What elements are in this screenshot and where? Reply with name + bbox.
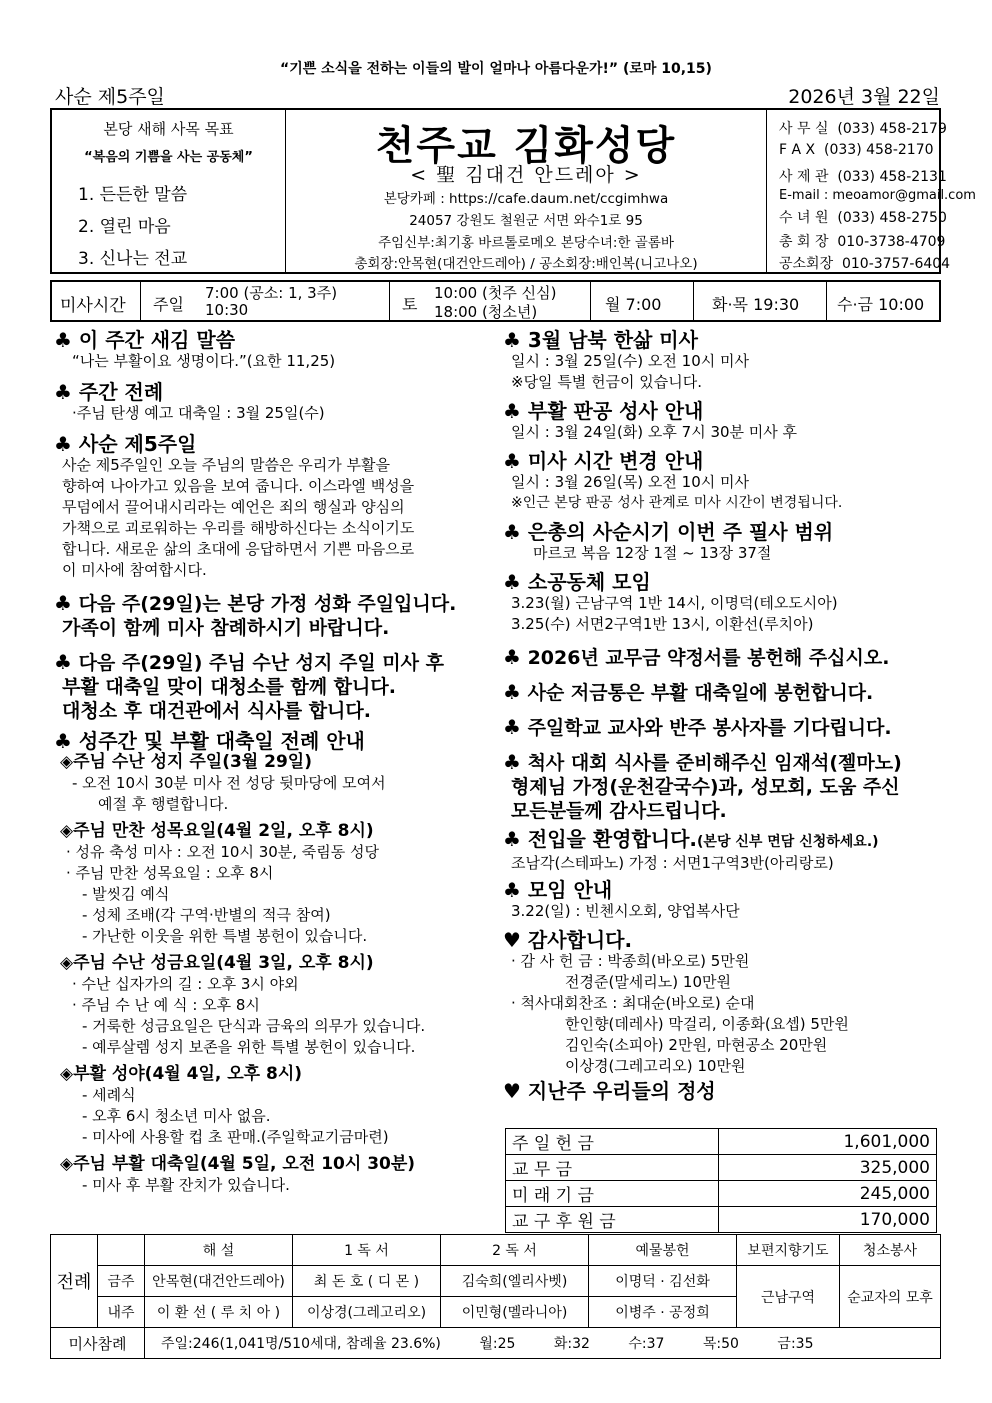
thu-sub-line: - 발씻김 예식 <box>82 885 170 903</box>
reflection-line: 향하여 나아가고 있음을 보여 줍니다. 이스라엘 백성을 <box>62 477 415 495</box>
section-korea-mass <box>503 330 941 351</box>
section-weekly-liturgy <box>54 382 499 403</box>
notice-line: 다음 주(29일)는 본당 가정 성화 주일입니다. <box>78 593 457 615</box>
section-time-change <box>503 451 941 472</box>
section-welcome <box>503 829 941 853</box>
mass-schedule <box>50 280 941 322</box>
notice-line: 척사 대회 식사를 준비해주신 임재석(젤마노) <box>527 752 902 774</box>
fri-sub-line: - 예루살렘 성지 보존을 위한 특별 봉헌이 있습니다. <box>82 1038 416 1056</box>
easter-vigil-title: ◈부활 성야(4월 4일, 오후 8시) <box>60 1064 303 1084</box>
palm-line: - 오전 10시 30분 미사 전 성당 뒷마당에 모여서 <box>72 774 386 792</box>
sunday-time-2: 10:30 <box>205 301 249 319</box>
attendance-monday: 월:25 <box>479 1336 516 1352</box>
club-icon: ♣ <box>503 645 521 669</box>
notice-text: 사순 저금통은 부활 대축일에 봉헌합니다. <box>527 682 874 704</box>
community-line: 3.23(월) 근남구역 1반 14시, 이명덕(테오도시아) <box>511 594 838 612</box>
church-info <box>286 110 766 272</box>
section-title: 소공동체 모임 <box>527 570 651 594</box>
contact-email[interactable]: E-mail : meoamor@gmail.com <box>779 188 976 203</box>
saturday-mass <box>389 282 590 320</box>
thanks-line: 김인숙(소피아) 2만원, 마현공소 20만원 <box>565 1036 828 1054</box>
vigil-sub-line: - 미사에 사용할 컵 초 판매.(주일학교기금마련) <box>82 1128 389 1146</box>
thanks-line: · 척사대회찬조 : 최대순(바오로) 순대 <box>511 994 755 1012</box>
club-icon: ♣ <box>503 878 521 902</box>
club-icon: ♣ <box>503 399 521 423</box>
notice-line: 형제님 가정(운천갈국수)과, 성모회, 도움 주신 <box>511 776 900 798</box>
contact-fax: F A X (033) 458-2170 <box>779 142 934 158</box>
club-icon: ♣ <box>54 328 72 352</box>
club-icon: ♣ <box>54 380 72 404</box>
thu-sub-line: - 성체 조배(각 구역·반별의 적극 참여) <box>82 906 331 924</box>
contact-mission-president: 공소회장 010-3757-6404 <box>779 256 951 272</box>
offering-label: 주 일 헌 금 <box>506 1129 719 1155</box>
vigil-sub-line: - 오후 6시 청소년 미사 없음. <box>82 1107 271 1125</box>
club-icon: ♣ <box>503 827 521 851</box>
reflection-line: 무덤에서 끌어내시리라는 예언은 죄의 행실과 양심의 <box>62 498 405 516</box>
offerings-table <box>505 1128 937 1233</box>
section-title: 부활 판공 성사 안내 <box>527 399 704 423</box>
sunday-label: 주일 <box>153 295 184 314</box>
notice-text: 2026년 교무금 약정서를 봉헌해 주십시오. <box>527 647 890 669</box>
top-quote: “기쁜 소식을 전하는 이들의 발이 얼마나 아름다운가!” (로마 10,15) <box>280 61 712 77</box>
prayer-cell: 근남구역 <box>737 1266 840 1328</box>
section-note: (본당 신부 면담 신청하세요.) <box>697 834 879 850</box>
table-row <box>506 1129 937 1155</box>
fri-sub-line: - 거룩한 성금요일은 단식과 금육의 의무가 있습니다. <box>82 1017 426 1035</box>
thanks-line: 이상경(그레고리오) 10만원 <box>565 1057 746 1075</box>
liturgy-label: 전례 <box>51 1235 98 1328</box>
issue-date: 2026년 3월 22일 <box>788 86 940 108</box>
club-icon: ♣ <box>503 750 521 774</box>
row-label: 금주 <box>98 1266 145 1297</box>
offering-value: 245,000 <box>719 1181 937 1207</box>
section-family-sunday <box>54 591 499 640</box>
bulletin-header <box>50 108 976 274</box>
tue-thu-mass <box>693 282 827 320</box>
notice-line: 가족이 함께 미사 참례하시기 바랍니다. <box>62 617 390 639</box>
table-row <box>51 1266 941 1297</box>
section-title: 모임 안내 <box>527 878 613 902</box>
section-meetings <box>503 880 941 901</box>
church-patron: < 聖 김대건 안드레아 > <box>410 164 642 186</box>
notice-volunteers <box>503 715 941 740</box>
left-column <box>54 326 499 1196</box>
offering-label: 교 구 후 원 금 <box>506 1207 719 1233</box>
goals-title: 본당 새해 사목 목표 <box>103 120 234 138</box>
club-icon: ♣ <box>54 591 72 615</box>
contact-office: 사 무 실 (033) 458-2179 <box>779 121 947 137</box>
club-icon: ♣ <box>54 650 72 674</box>
reflection-line: 이 미사에 참여합시다. <box>62 561 207 579</box>
club-icon: ♣ <box>503 449 521 473</box>
section-title: 3월 남북 한삶 미사 <box>527 328 698 352</box>
table-row <box>506 1181 937 1207</box>
table-cell: 이 환 선 ( 루 치 아 ) <box>145 1297 293 1328</box>
tue-thu-time: 화·목 19:30 <box>712 295 800 314</box>
offering-label: 교 무 금 <box>506 1155 719 1181</box>
saturday-time-2: 18:00 (청소년) <box>434 303 538 321</box>
community-line: 3.25(수) 서면2구역1반 13시, 이환선(루치아) <box>511 615 814 633</box>
club-icon: ♣ <box>503 715 521 739</box>
monday-time: 월 7:00 <box>605 295 662 314</box>
offering-value: 325,000 <box>719 1155 937 1181</box>
section-title: 주간 전례 <box>78 380 164 404</box>
pastoral-goals <box>52 110 286 272</box>
church-clergy: 주임신부:최기홍 바르톨로메오 본당수녀:한 골롬바 <box>378 235 674 251</box>
saturday-time-1: 10:00 (첫주 신심) <box>434 284 557 302</box>
transcription-line: 마르코 복음 12장 1절 ~ 13장 37절 <box>533 544 772 562</box>
table-cell: 안목현(대건안드레아) <box>145 1266 293 1297</box>
time-change-line: ※인근 본당 판공 성사 관계로 미사 시간이 변경됩니다. <box>511 495 843 511</box>
section-title: 감사합니다. <box>527 928 633 952</box>
thu-line: · 주님 만찬 성목요일 : 오후 8시 <box>66 864 274 882</box>
section-thanks <box>503 930 941 951</box>
section-title: 이 주간 새김 말씀 <box>78 328 236 352</box>
wed-fri-time: 수·금 10:00 <box>837 295 925 314</box>
liturgy-roster-table <box>50 1234 941 1359</box>
mass-label: 미사시간 <box>60 296 126 316</box>
table-row <box>51 1235 941 1266</box>
table-cell: 이병주 · 공정희 <box>589 1297 737 1328</box>
section-transcription <box>503 522 941 543</box>
notice-lent-box <box>503 680 941 705</box>
club-icon: ♣ <box>503 520 521 544</box>
column-header: 보편지향기도 <box>737 1235 840 1266</box>
heart-icon: ♥ <box>503 1079 521 1103</box>
section-title: 성주간 및 부활 대축일 전례 안내 <box>78 729 365 753</box>
section-small-community <box>503 572 941 593</box>
section-title: 사순 제5주일 <box>78 432 197 456</box>
table-row <box>506 1155 937 1181</box>
fri-line: · 수난 십자가의 길 : 오후 3시 야외 <box>72 975 299 993</box>
row-label: 내주 <box>98 1297 145 1328</box>
contact-president: 총 회 장 010-3738-4709 <box>779 234 946 250</box>
cafe-link[interactable]: 본당카페 : https://cafe.daum.net/ccgimhwa <box>383 191 669 207</box>
notice-line: 다음 주(29일) 주님 수난 성지 주일 미사 후 <box>78 652 444 674</box>
club-icon: ♣ <box>503 680 521 704</box>
reflection-line: 가책으로 괴로워하는 우리를 해방하신다는 소식이기도 <box>62 519 415 537</box>
church-address: 24057 강원도 철원군 서면 와수1로 95 <box>409 213 643 229</box>
contact-rectory: 사 제 관 (033) 458-2131 <box>779 169 947 185</box>
korea-mass-line: 일시 : 3월 25일(수) 오전 10시 미사 <box>511 352 749 370</box>
right-column <box>503 326 941 1102</box>
notice-line: 모든분들께 감사드립니다. <box>511 800 727 822</box>
goal-item: 3. 신나는 전교 <box>78 249 188 269</box>
section-confession <box>503 401 941 422</box>
fri-line: · 주님 수 난 예 식 : 오후 8시 <box>72 996 260 1014</box>
section-title: 전입을 환영합니다. <box>527 827 698 851</box>
welcome-line: 조남각(스테파노) 가정 : 서면1구역3반(아리랑로) <box>511 854 834 872</box>
section-title: 지난주 우리들의 정성 <box>527 1079 716 1103</box>
goal-item: 1. 든든한 말씀 <box>78 185 188 205</box>
section-title: 미사 시간 변경 안내 <box>527 449 704 473</box>
heart-icon: ♥ <box>503 928 521 952</box>
section-sunday-reflection <box>54 434 499 455</box>
club-icon: ♣ <box>503 570 521 594</box>
confession-line: 일시 : 3월 24일(화) 오후 7시 30분 미사 후 <box>511 423 798 441</box>
easter-sunday-title: ◈주님 부활 대축일(4월 5일, 오전 10시 30분) <box>60 1154 416 1174</box>
column-header: 2 독 서 <box>441 1235 589 1266</box>
goal-item: 2. 열린 마음 <box>78 217 171 237</box>
notice-line: 부활 대축일 맞이 대청소를 함께 합니다. <box>62 676 396 698</box>
monday-mass <box>590 282 694 320</box>
thanks-line: 한인향(데레사) 막걸리, 이종화(요셉) 5만원 <box>565 1015 849 1033</box>
weekly-word-text: “나는 부활이요 생명이다.”(요한 11,25) <box>72 352 336 370</box>
cleaning-cell: 순교자의 모후 <box>840 1266 941 1328</box>
table-cell: 이상경(그레고리오) <box>293 1297 441 1328</box>
palm-line: 예절 후 행렬합니다. <box>98 795 229 813</box>
korea-mass-line: ※당일 특별 헌금이 있습니다. <box>511 373 703 391</box>
table-row <box>51 1328 941 1359</box>
column-header: 1 독 서 <box>293 1235 441 1266</box>
attendance-tuesday: 화:32 <box>553 1336 590 1352</box>
church-leaders: 총회장:안목현(대건안드레아) / 공소회장:배인복(니고나오) <box>354 256 698 272</box>
notice-tithe <box>503 645 941 670</box>
wed-fri-mass <box>826 282 940 320</box>
goals-motto: “복음의 기쁨을 사는 공동체” <box>84 150 253 165</box>
holy-thursday-title: ◈주님 만찬 성목요일(4월 2일, 오후 8시) <box>60 821 374 841</box>
time-change-line: 일시 : 3월 26일(목) 오전 10시 미사 <box>511 473 749 491</box>
column-header: 해 설 <box>145 1235 293 1266</box>
offering-value: 170,000 <box>719 1207 937 1233</box>
good-friday-title: ◈주님 수난 성금요일(4월 3일, 오후 8시) <box>60 953 374 973</box>
reflection-line: 합니다. 새로운 삶의 초대에 응답하면서 기쁜 마음으로 <box>62 540 415 558</box>
table-cell: 최 돈 호 ( 디 몬 ) <box>293 1266 441 1297</box>
section-cleaning <box>54 650 499 723</box>
notice-line: 대청소 후 대건관에서 식사를 합니다. <box>62 700 371 722</box>
attendance-friday: 금:35 <box>777 1336 814 1352</box>
attendance-label: 미사참례 <box>51 1328 145 1359</box>
thu-line: · 성유 축성 미사 : 오전 10시 30분, 죽림동 성당 <box>66 843 380 861</box>
offering-value: 1,601,000 <box>719 1129 937 1155</box>
sunday-time-1: 7:00 (공소: 1, 3주) <box>205 284 338 302</box>
vigil-sub-line: - 세례식 <box>82 1086 136 1104</box>
easter-sub-line: - 미사 후 부활 잔치가 있습니다. <box>82 1176 290 1194</box>
attendance-thursday: 목:50 <box>702 1336 739 1352</box>
section-title: 은총의 사순시기 이번 주 필사 범위 <box>527 520 834 544</box>
palm-sunday-title: ◈주님 수난 성지 주일(3월 29일) <box>60 752 312 772</box>
table-cell: 이명덕 · 김선화 <box>589 1266 737 1297</box>
offering-label: 미 래 기 금 <box>506 1181 719 1207</box>
table-cell: 이민형(멜라니아) <box>441 1297 589 1328</box>
table-cell: 김숙희(엘리사벳) <box>441 1266 589 1297</box>
attendance-sunday: 주일:246(1,041명/510세대, 참례율 23.6%) <box>161 1336 441 1352</box>
saturday-label: 토 <box>402 295 418 314</box>
section-offerings <box>503 1081 941 1102</box>
section-weekly-word <box>54 330 499 351</box>
notice-text: 주일학교 교사와 반주 봉사자를 기다립니다. <box>527 717 892 739</box>
thu-sub-line: - 가난한 이웃을 위한 특별 봉헌이 있습니다. <box>82 927 368 945</box>
club-icon: ♣ <box>54 432 72 456</box>
column-header: 청소봉사 <box>840 1235 941 1266</box>
attendance-wednesday: 수:37 <box>628 1336 665 1352</box>
thanks-line: · 감 사 헌 금 : 박종희(바오로) 5만원 <box>511 952 750 970</box>
section-holy-week <box>54 731 499 752</box>
club-icon: ♣ <box>54 729 72 753</box>
contact-convent: 수 녀 원 (033) 458-2750 <box>779 210 947 226</box>
attendance-cell <box>145 1328 941 1359</box>
contact-list <box>766 110 976 272</box>
column-header: 예물봉헌 <box>589 1235 737 1266</box>
header-spacer <box>98 1235 145 1266</box>
reflection-line: 사순 제5주일인 오늘 주님의 말씀은 우리가 부활을 <box>62 456 390 474</box>
church-name: 천주교 김화성당 <box>375 122 677 169</box>
table-row <box>506 1207 937 1233</box>
thanks-line: 전경준(말세리노) 10만원 <box>565 973 731 991</box>
club-icon: ♣ <box>503 328 521 352</box>
meetings-line: 3.22(일) : 빈첸시오회, 양업복사단 <box>511 902 740 920</box>
weekly-liturgy-text: ·주님 탄생 예고 대축일 : 3월 25일(수) <box>72 404 325 422</box>
notice-thanks-yut <box>503 750 941 823</box>
liturgical-week: 사순 제5주일 <box>55 86 165 108</box>
